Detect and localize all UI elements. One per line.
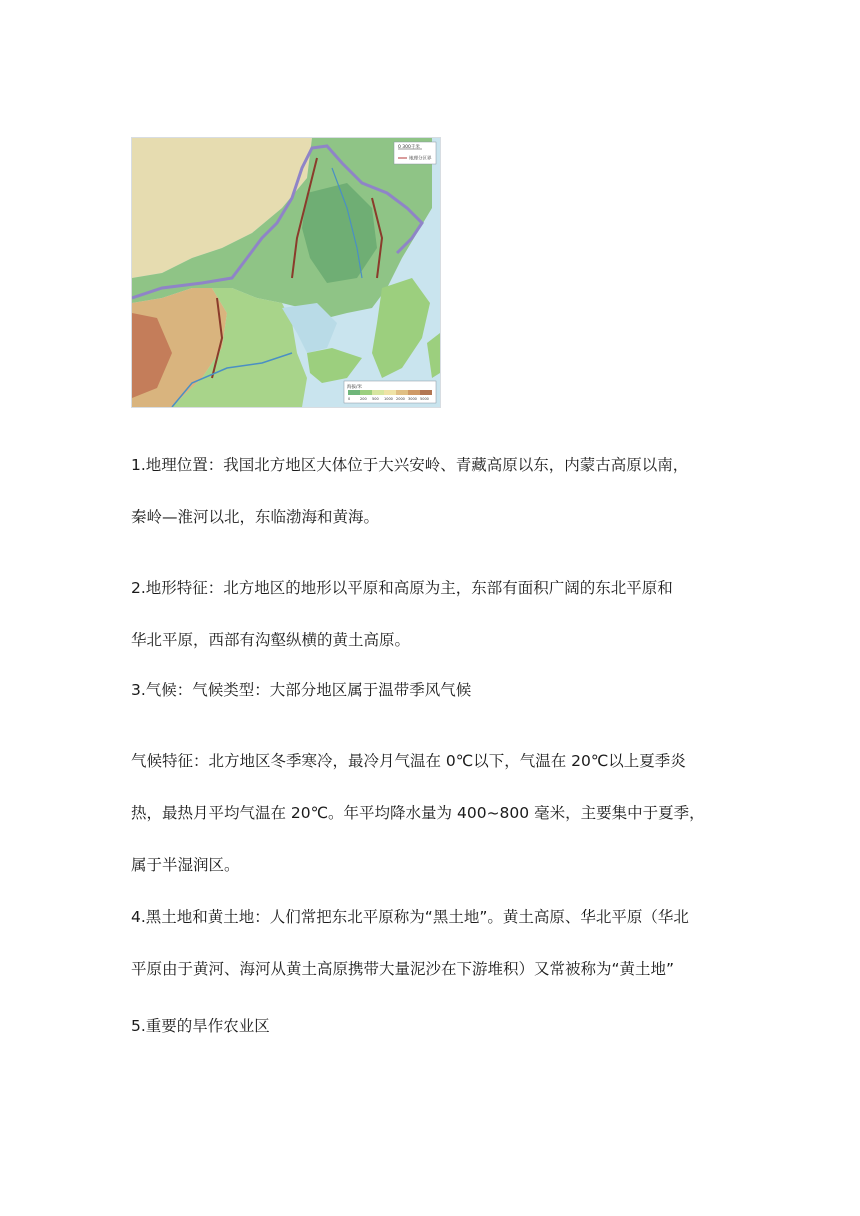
elevation-swatch <box>396 390 408 395</box>
elevation-tick: 0 <box>348 397 351 401</box>
scale-label: 0 300千米 <box>398 145 420 150</box>
paragraph <box>131 891 731 995</box>
paragraph <box>131 664 731 716</box>
elevation-swatch <box>408 390 420 395</box>
paragraph-line: 5.重要的旱作农业区 <box>131 1017 270 1035</box>
paragraph-line: 1.地理位置：我国北方地区大体位于大兴安岭、青藏高原以东，内蒙古高原以南， <box>131 456 689 474</box>
paragraph-line: 3.气候：气候类型：大部分地区属于温带季风气候 <box>131 681 472 699</box>
north-china-map <box>131 137 441 408</box>
paragraph-line: 华北平原，西部有沟壑纵横的黄土高原。 <box>131 631 411 649</box>
elevation-tick: 3000 <box>408 397 417 401</box>
paragraph-line: 气候特征：北方地区冬季寒冷，最冷月气温在 0℃以下，气温在 20℃以上夏季炎 <box>131 752 686 770</box>
map-graphic <box>132 138 440 407</box>
paragraph <box>131 735 731 891</box>
elevation-swatch <box>360 390 372 395</box>
elevation-swatch <box>372 390 384 395</box>
elevation-tick: 200 <box>360 397 367 401</box>
elevation-swatch <box>348 390 360 395</box>
elevation-tick: 500 <box>372 397 379 401</box>
paragraph-line: 属于半湿润区。 <box>131 856 240 874</box>
paragraph-line: 2.地形特征：北方地区的地形以平原和高原为主，东部有面积广阔的东北平原和 <box>131 579 673 597</box>
elevation-label: 海拔/米 <box>347 385 363 390</box>
elevation-tick: 1000 <box>384 397 393 401</box>
elevation-swatch <box>384 390 396 395</box>
paragraph-line: 平原由于黄河、海河从黄土高原携带大量泥沙在下游堆积）又常被称为“黄土地” <box>131 960 675 978</box>
elevation-tick: 2000 <box>396 397 405 401</box>
elevation-tick: 5000 <box>420 397 429 401</box>
paragraph-line: 秦岭—淮河以北，东临渤海和黄海。 <box>131 508 380 526</box>
paragraph <box>131 1000 731 1052</box>
paragraph <box>131 439 731 543</box>
paragraph-line: 热，最热月平均气温在 20℃。年平均降水量为 400~800 毫米，主要集中于夏季， <box>131 804 705 822</box>
paragraph <box>131 562 731 666</box>
boundary-legend-label: 地理分区界 <box>409 156 432 162</box>
elevation-swatch <box>420 390 432 395</box>
paragraph-line: 4.黑土地和黄土地：人们常把东北平原称为“黑土地”。黄土高原、华北平原（华北 <box>131 908 689 926</box>
